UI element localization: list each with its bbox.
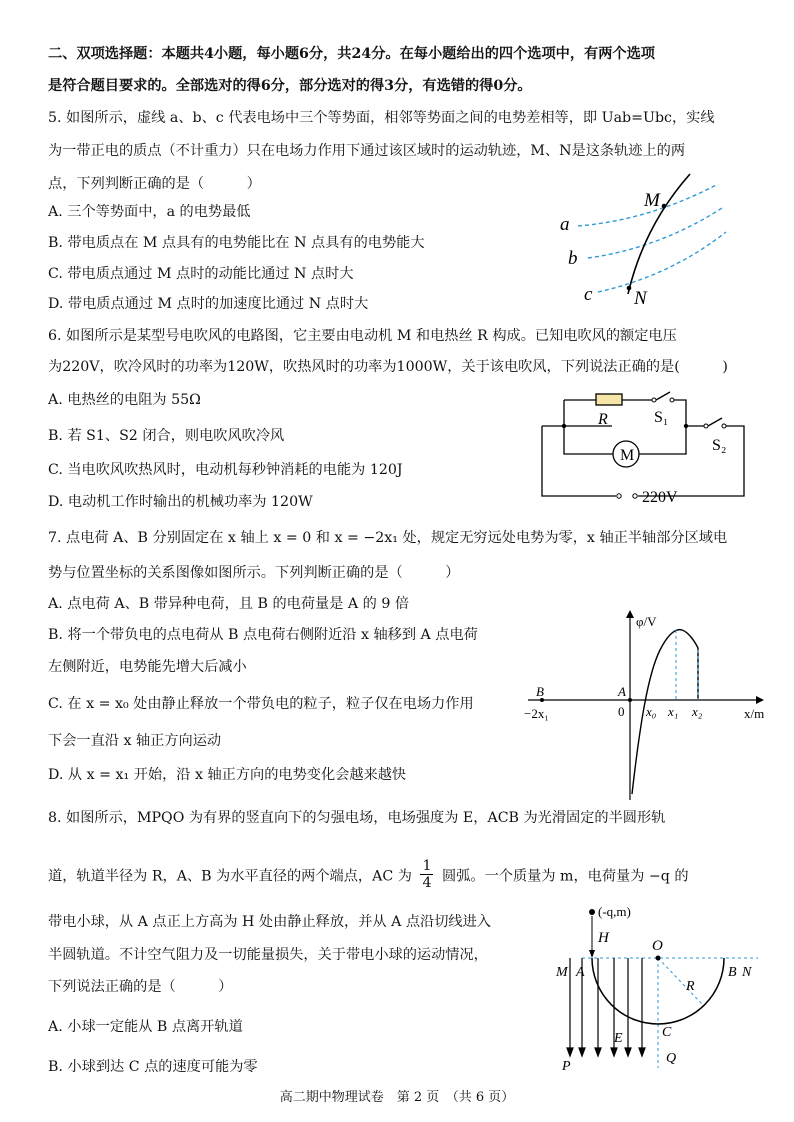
q6-option-c: C. 当电吹风吹热风时，电动机每秒钟消耗的电能为 120J <box>48 462 403 478</box>
q5-equipotential-figure <box>540 168 750 308</box>
q5-option-c: C. 带电质点通过 M 点时的动能比通过 N 点时大 <box>48 266 354 282</box>
q7-option-b-line2: 左侧附近，电势能先增大后减小 <box>48 659 247 675</box>
q6-label-s2: S₂ <box>712 437 727 454</box>
q7-axis-xlabel: x/m <box>744 706 765 721</box>
q8-label-c: C <box>662 1025 672 1040</box>
q7-option-b-line1: B. 将一个带负电的点电荷从 B 点电荷右侧附近沿 x 轴移到 A 点电荷 <box>48 627 478 643</box>
q6-label-motor: M <box>620 447 635 464</box>
q7-label-b: B <box>536 684 544 699</box>
section-heading-line1: 二、双项选择题：本题共4小题，每小题6分，共24分。在每小题给出的四个选项中，有两个选项 <box>48 46 655 62</box>
q7-option-c-line2: 下会一直沿 x 轴正方向运动 <box>48 733 222 749</box>
q6-option-d: D. 电动机工作时输出的机械功率为 120W <box>48 494 313 510</box>
q8-stem-line2-part1: 道，轨道半径为 R，A、B 为水平直径的两个端点，AC 为 <box>48 868 412 885</box>
q7-label-neg2x1: −2x₁ <box>524 706 549 721</box>
q7-stem-line1: 7. 点电荷 A、B 分别固定在 x 轴上 x = 0 和 x = −2x₁ 处，规定无穷远处电势为零，x 轴正半轴部分区域电 <box>48 530 728 546</box>
q8-stem-line2-part2: 圆弧。一个质量为 m，电荷量为 −q 的 <box>442 868 689 885</box>
q7-label-x2: x₂ <box>692 704 703 719</box>
q7-stem-line2: 势与位置坐标的关系图像如图所示。下列判断正确的是（ ） <box>48 565 460 581</box>
q6-label-s1: S₁ <box>654 409 669 426</box>
q5-option-b: B. 带电质点在 M 点具有的电势能比在 N 点具有的电势能大 <box>48 235 425 251</box>
q6-option-a: A. 电热丝的电阻为 55Ω <box>48 392 201 408</box>
q5-label-n: N <box>634 288 647 308</box>
q7-label-x0: x₀ <box>646 704 657 719</box>
page-footer: 高二期中物理试卷 第 2 页 （共 6 页） <box>279 1090 515 1105</box>
q5-option-d: D. 带电质点通过 M 点时的加速度比通过 N 点时大 <box>48 296 369 312</box>
q5-stem-line2: 为一带正电的质点（不计重力）只在电场力作用下通过该区域时的运动轨迹，M、N是这条轨迹上的两 <box>48 143 686 159</box>
q6-option-b: B. 若 S1、S2 闭合，则电吹风吹冷风 <box>48 428 285 444</box>
q8-fraction <box>420 858 433 891</box>
q5-label-b: b <box>568 248 578 269</box>
q8-label-e: E <box>614 1031 623 1046</box>
q8-fraction-numerator: 1 <box>422 858 432 874</box>
q8-field-track-diagram <box>552 900 764 1076</box>
q6-label-r: R <box>598 411 608 428</box>
q5-label-m: M <box>644 190 660 211</box>
q6-stem-line2: 为220V，吹冷风时的功率为120W，吹热风时的功率为1000W，关于该电吹风，下列说法正确的是( ) <box>48 359 728 375</box>
q7-label-x1: x₁ <box>668 704 679 719</box>
q7-option-d: D. 从 x = x₁ 开始，沿 x 轴正方向的电势变化会越来越快 <box>48 767 407 783</box>
q8-label-o: O <box>652 938 663 954</box>
q8-label-h: H <box>598 930 609 946</box>
q7-label-origin: 0 <box>618 704 625 719</box>
q7-potential-graph <box>520 604 772 802</box>
q8-stem-line1: 8. 如图所示，MPQO 为有界的竖直向下的匀强电场，电场强度为 E，ACB 为光滑固定的半圆形轨 <box>48 810 666 826</box>
q8-option-a: A. 小球一定能从 B 点离开轨道 <box>48 1019 243 1035</box>
q8-label-p: P <box>562 1059 571 1074</box>
q8-label-q: Q <box>666 1051 677 1066</box>
q5-stem-line3: 点，下列判断正确的是（ ） <box>48 176 261 192</box>
q7-axis-ylabel: φ/V <box>636 614 657 629</box>
q8-stem-line3: 带电小球，从 A 点正上方高为 H 处由静止释放，并从 A 点沿切线进入 <box>48 914 491 930</box>
q8-stem-line5: 下列说法正确的是（ ） <box>48 979 233 995</box>
q8-fraction-denominator: 4 <box>422 875 432 891</box>
q6-stem-line1: 6. 如图所示是某型号电吹风的电路图，它主要由电动机 M 和电热丝 R 构成。已知电吹风的额定电压 <box>48 328 677 344</box>
q5-option-a: A. 三个等势面中，a 的电势最低 <box>48 204 251 220</box>
q5-stem-line1: 5. 如图所示，虚线 a、b、c 代表电场中三个等势面，相邻等势面之间的电势差相等，即 Uab=Ubc，实线 <box>48 110 715 126</box>
q8-label-b: B <box>728 965 737 980</box>
q8-stem-line2 <box>48 860 689 893</box>
section-heading-line2: 是符合题目要求的。全部选对的得6分，部分选对的得3分，有选错的得0分。 <box>48 78 532 94</box>
q5-label-a: a <box>560 214 570 235</box>
q8-label-r: R <box>686 979 695 994</box>
q7-option-a: A. 点电荷 A、B 带异种电荷，且 B 的电荷量是 A 的 9 倍 <box>48 596 410 612</box>
q7-label-a: A <box>618 684 626 699</box>
q8-label-m: M <box>556 965 568 980</box>
q5-label-c: c <box>584 284 593 305</box>
q8-label-n: N <box>742 965 752 980</box>
q7-option-c-line1: C. 在 x = x₀ 处由静止释放一个带负电的粒子，粒子仅在电场力作用 <box>48 696 474 712</box>
q8-option-b: B. 小球到达 C 点的速度可能为零 <box>48 1059 258 1075</box>
q8-label-a: A <box>576 965 585 980</box>
q8-stem-line4: 半圆轨道。不计空气阻力及一切能量损失，关于带电小球的运动情况， <box>48 947 488 963</box>
q8-label-charge: (-q,m) <box>598 904 631 919</box>
q6-label-voltage: 220V <box>642 489 678 506</box>
q6-circuit-diagram <box>536 384 750 506</box>
